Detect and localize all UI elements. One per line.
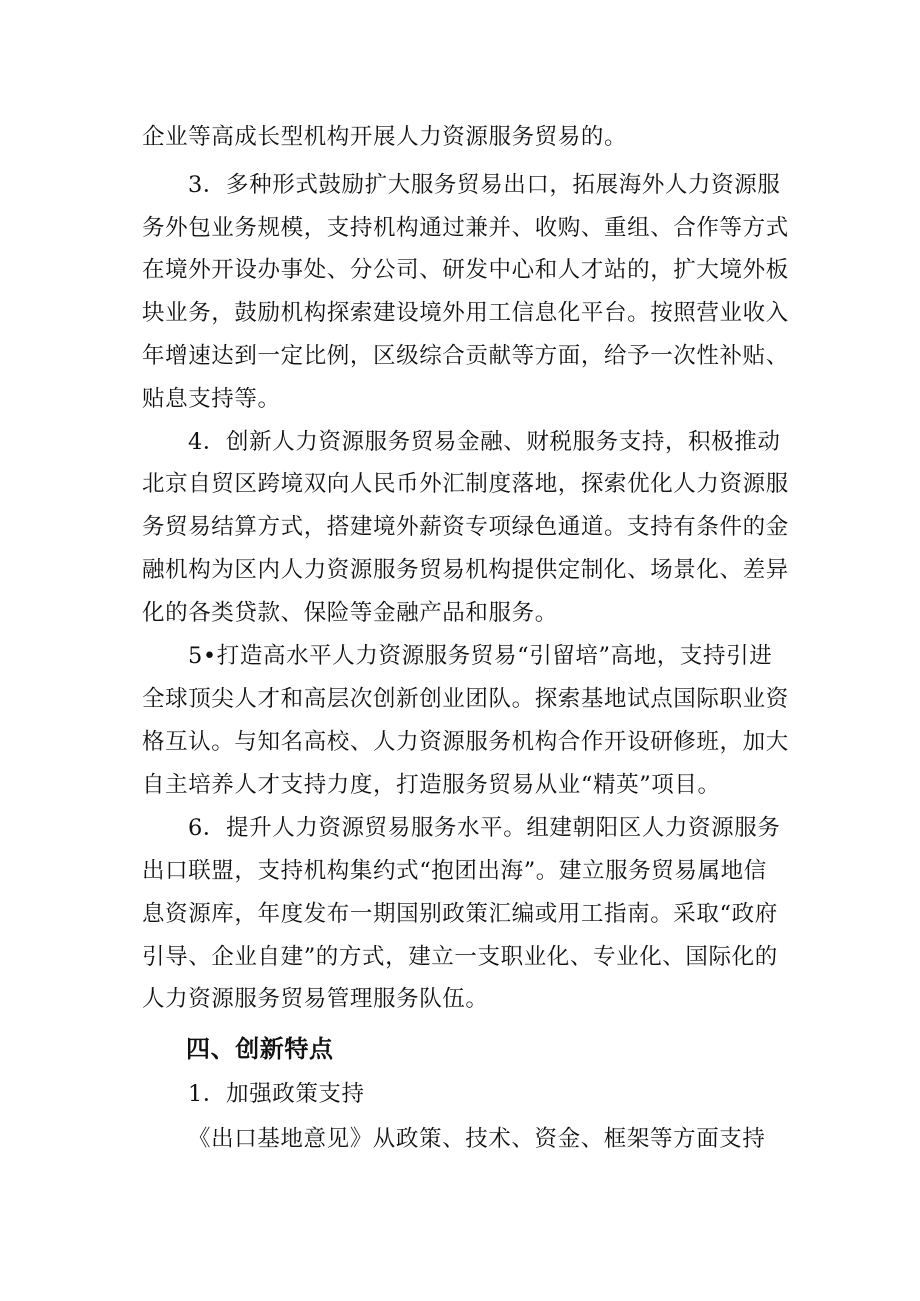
paragraph-line: 6．提升人力资源贸易服务水平。组建朝阳区人力资源服务: [188, 815, 781, 841]
paragraph-line: 融机构为区内人力资源服务贸易机构提供定制化、场景化、差异: [142, 557, 789, 583]
paragraph-line: 务外包业务规模，支持机构通过兼并、收购、重组、合作等方式: [142, 215, 789, 241]
paragraph-line: 块业务，鼓励机构探索建设境外用工信息化平台。按照营业收入: [142, 300, 789, 326]
paragraph-line: 在境外开设办事处、分公司、研发中心和人才站的，扩大境外板: [142, 257, 789, 283]
paragraph-line: 务贸易结算方式，搭建境外薪资专项绿色通道。支持有条件的金: [142, 514, 789, 540]
paragraph-line: 3．多种形式鼓励扩大服务贸易出口，拓展海外人力资源服: [188, 172, 781, 198]
section-heading: 四、创新特点: [186, 1035, 334, 1063]
paragraph-line: 引导、企业自建”的方式，建立一支职业化、专业化、国际化的: [142, 944, 778, 970]
paragraph-line: 《出口基地意见》从政策、技术、资金、框架等方面支持: [188, 1126, 766, 1152]
paragraph-line: 自主培养人才支持力度，打造服务贸易从业“精英”项目。: [142, 772, 721, 798]
paragraph-line: 出口联盟，支持机构集约式“抱团出海”。建立服务贸易属地信: [142, 858, 767, 884]
paragraph-line: 化的各类贷款、保险等金融产品和服务。: [142, 600, 558, 626]
paragraph-line: 企业等高成长型机构开展人力资源服务贸易的。: [142, 124, 628, 150]
subsection-heading: 1．加强政策支持: [188, 1081, 365, 1107]
paragraph-line: 5•打造高水平人力资源服务贸易“引留培”高地，支持引进: [188, 643, 773, 669]
paragraph-line: 贴息支持等。: [142, 386, 281, 412]
paragraph-line: 全球顶尖人才和高层次创新创业团队。探索基地试点国际职业资: [142, 686, 789, 712]
paragraph-line: 格互认。与知名高校、人力资源服务机构合作开设研修班，加大: [142, 729, 789, 755]
paragraph-line: 人力资源服务贸易管理服务队伍。: [142, 986, 489, 1012]
paragraph-line: 息资源库，年度发布一期国别政策汇编或用工指南。采取“政府: [142, 901, 778, 927]
paragraph-line: 年增速达到一定比例，区级综合贡献等方面，给予一次性补贴、: [142, 343, 789, 369]
paragraph-line: 4．创新人力资源服务贸易金融、财税服务支持，积极推动: [188, 429, 781, 455]
paragraph-line: 北京自贸区跨境双向人民币外汇制度落地，探索优化人力资源服: [142, 471, 789, 497]
